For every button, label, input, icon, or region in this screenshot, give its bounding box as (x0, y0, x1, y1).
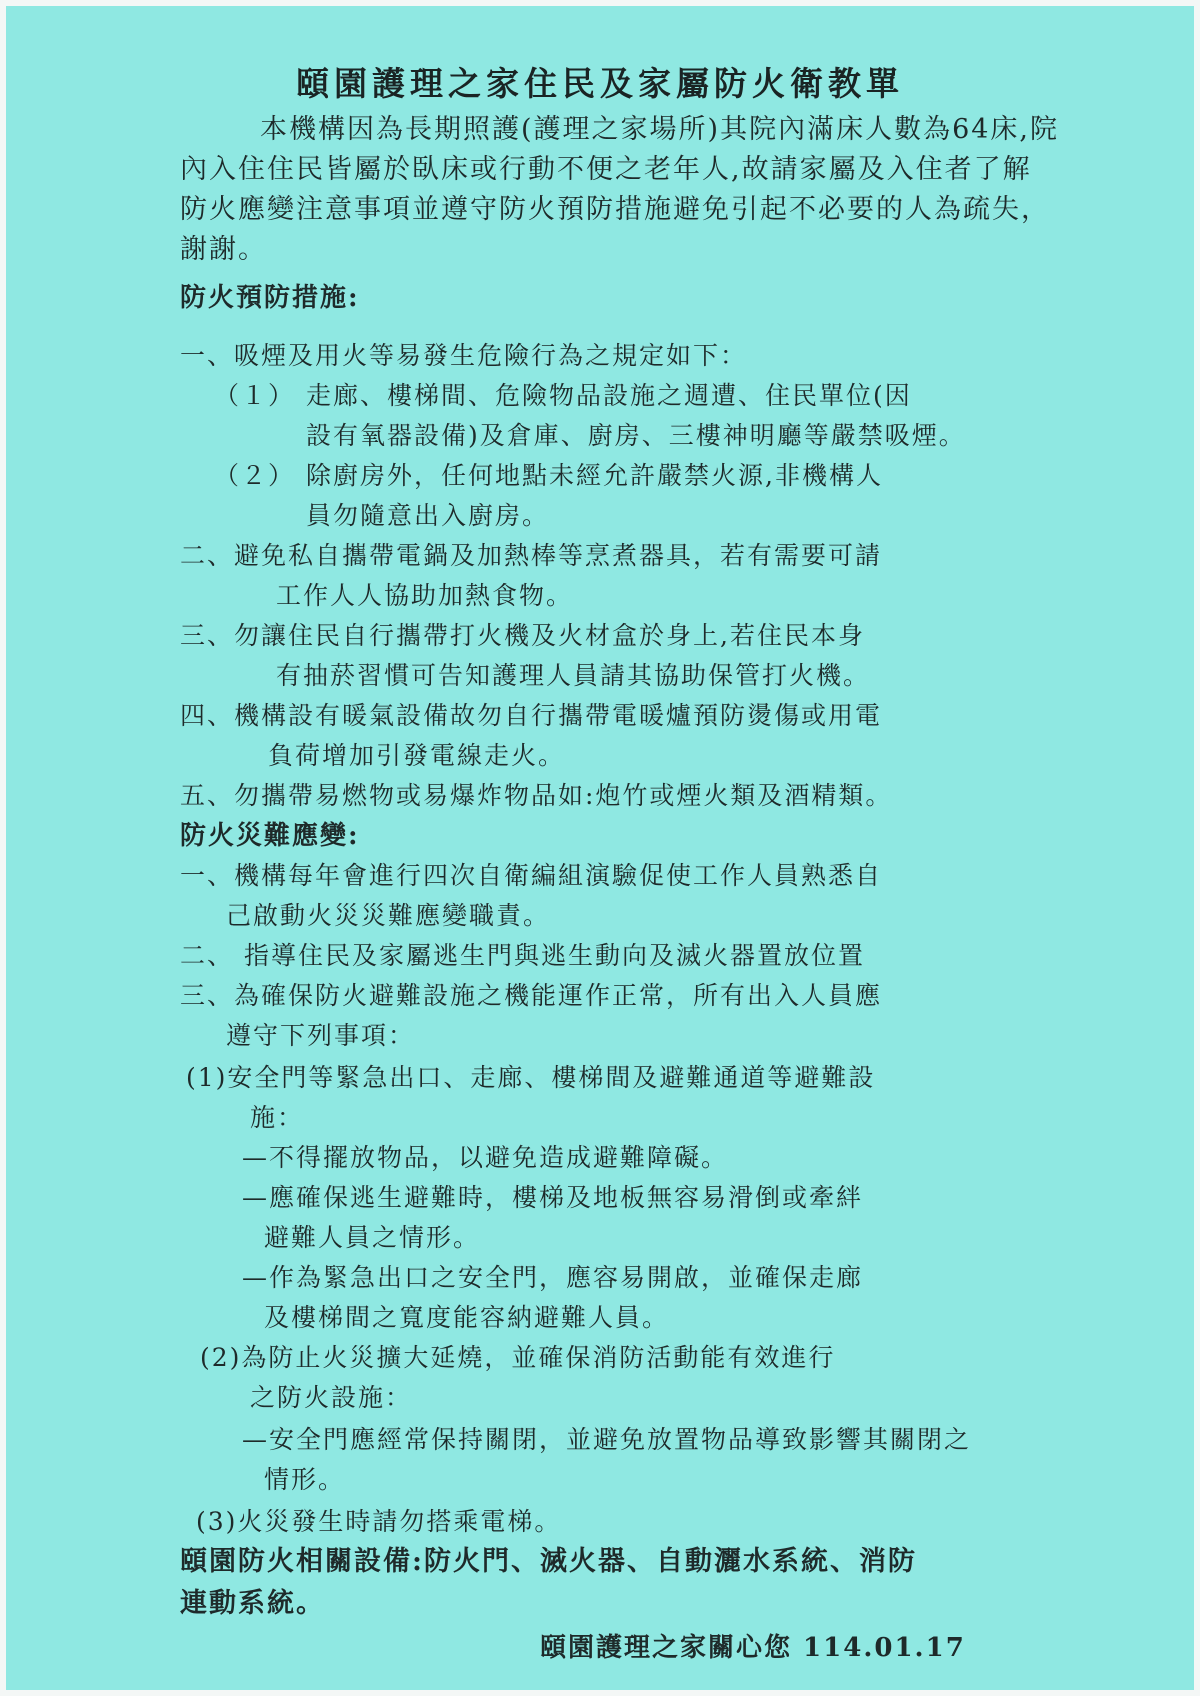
response-item-2: 二、 指導住民及家屬逃生門與逃生動向及滅火器置放位置 (180, 941, 865, 970)
prevention-sub-2-line-2: 員勿隨意出入廚房。 (306, 501, 550, 530)
response-sub-2-line-2: 之防火設施： (250, 1383, 413, 1412)
response-sub-1-dash-2-line-1: —應確保逃生避難時，樓梯及地板無容易滑倒或牽絆 (242, 1183, 864, 1212)
intro-paragraph: 本機構因為長期照護(護理之家場所)其院內滿床人數為64床,院內入住住民皆屬於臥床或行動不便之老年人,故請家屬及入住者了解防火應變注意事項並遵守防火預防措施避免引起不必要的人為疏失， 謝謝。 (180, 114, 1060, 265)
signature-line: 頤園護理之家關心您 114.01.17 (540, 1633, 966, 1663)
equipment-line-2: 連動系統。 (180, 1588, 325, 1619)
prevention-sub-1-line-1: 走廊、樓梯間、危險物品設施之週遭、住民單位(因 (306, 381, 912, 410)
response-item-1-line-1: 一、機構每年會進行四次自衛編組演驗促使工作人員熟悉自 (180, 861, 883, 890)
response-item-3-line-2: 遵守下列事項： (226, 1021, 416, 1050)
document-sheet (6, 6, 1194, 1690)
response-sub-2-dash-1-line-2: 情形。 (264, 1465, 346, 1494)
prevention-sub-2-number: （２） (214, 461, 296, 490)
prevention-item-3-line-2: 有抽菸習慣可告知護理人員請其協助保管打火機。 (276, 661, 871, 690)
response-sub-1-line-2: 施： (250, 1103, 305, 1132)
prevention-sub-2-line-1: 除廚房外，任何地點未經允許嚴禁火源,非機構人 (306, 461, 883, 490)
prevention-item-4-line-2: 負荷增加引發電線走火。 (268, 741, 566, 770)
prevention-item-4-line-1: 四、機構設有暖氣設備故勿自行攜帶電暖爐預防燙傷或用電 (180, 701, 883, 730)
response-sub-1-dash-3-line-1: —作為緊急出口之安全門，應容易開啟，並確保走廊 (242, 1263, 864, 1292)
response-item-3-line-1: 三、為確保防火避難設施之機能運作正常，所有出入人員應 (180, 981, 883, 1010)
response-sub-3: (3)火災發生時請勿搭乘電梯。 (196, 1507, 562, 1536)
response-sub-2-dash-1-line-1: —安全門應經常保持關閉，並避免放置物品導致影響其關閉之 (242, 1425, 972, 1454)
prevention-sub-1-number: （１） (214, 381, 296, 410)
prevention-item-5: 五、勿攜帶易燃物或易爆炸物品如:炮竹或煙火類及酒精類。 (180, 781, 893, 810)
response-sub-1-dash-2-line-2: 避難人員之情形。 (264, 1223, 481, 1252)
prevention-sub-1-line-2: 設有氧器設備)及倉庫、廚房、三樓神明廳等嚴禁吸煙。 (306, 421, 966, 450)
prevention-item-3-line-1: 三、勿讓住民自行攜帶打火機及火材盒於身上,若住民本身 (180, 621, 865, 650)
equipment-line-1: 頤園防火相關設備:防火門、滅火器、自動灑水系統、消防 (180, 1546, 917, 1577)
response-item-1-line-2: 己啟動火災災難應變職責。 (226, 901, 551, 930)
prevention-item-2-line-1: 二、避免私自攜帶電鍋及加熱棒等烹煮器具，若有需要可請 (180, 541, 883, 570)
prevention-item-2-line-2: 工作人人協助加熱食物。 (276, 581, 574, 610)
response-sub-2-line-1: (2)為防止火災擴大延燒，並確保消防活動能有效進行 (200, 1343, 836, 1372)
document-title: 頤園護理之家住民及家屬防火衛教單 (296, 64, 904, 103)
response-heading: 防火災難應變: (180, 821, 360, 851)
response-sub-1-dash-3-line-2: 及樓梯間之寬度能容納避難人員。 (264, 1303, 670, 1332)
response-sub-1-line-1: (1)安全門等緊急出口、走廊、樓梯間及避難通道等避難設 (186, 1063, 876, 1092)
prevention-heading: 防火預防措施: (180, 283, 360, 313)
prevention-item-1: 一、吸煙及用火等易發生危險行為之規定如下： (180, 341, 748, 370)
response-sub-1-dash-1: —不得擺放物品，以避免造成避難障礙。 (242, 1143, 729, 1172)
